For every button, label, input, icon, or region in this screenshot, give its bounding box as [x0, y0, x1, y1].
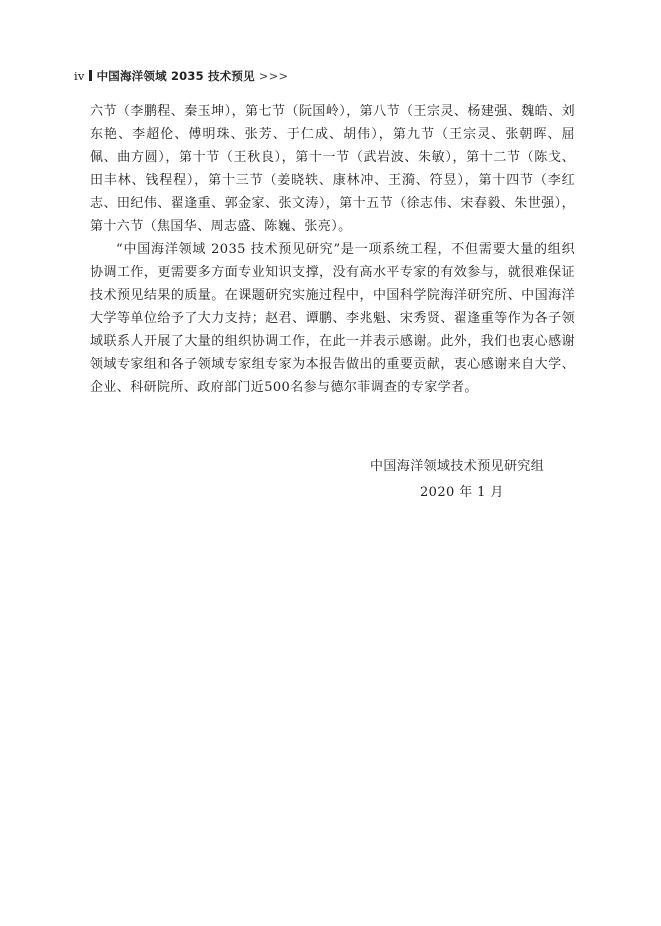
page-number: iv — [74, 69, 85, 83]
header-separator-bar — [89, 70, 92, 81]
book-title: 中国海洋领域 2035 技术预见 — [96, 69, 255, 83]
running-header — [74, 68, 288, 84]
signature-organization: 中国海洋领域技术预见研究组 — [370, 459, 545, 474]
body-text — [90, 100, 575, 399]
paragraph-contributors: 六节（李鹏程、秦玉坤），第七节（阮国岭），第八节（王宗灵、杨建强、魏皓、刘东艳、李超伦、傅明珠、张芳、于仁成、胡伟），第九节（王宗灵、张朝晖、屈佩、曲方圆），第十节（王秋良），第十一节（武岩波、朱敏），第十二节（陈戈、田丰林、钱程程），第十三节（姜晓轶、康林冲、王漪、符昱），第十四节（李红志、田纪伟、翟逢重、郭金家、张文涛），第十五节（徐志伟、宋春毅、朱世强），第十六节（焦国华、周志盛、陈巍、张亮）。 — [90, 104, 575, 234]
signature-date: 2020 年 1 月 — [420, 485, 504, 500]
header-arrows: >>> — [258, 69, 289, 83]
paragraph-acknowledgements: “中国海洋领域 2035 技术预见研究”是一项系统工程，不但需要大量的组织协调工作，更需要多方面专业知识支撑，没有高水平专家的有效参与，就很难保证技术预见结果的质量。在课题研究实施过程中，中国科学院海洋研究所、中国海洋大学等单位给予了大力支持；赵君、谭鹏、李兆魁、宋秀贤、翟逢重等作为各子领域联系人开展了大量的组织协调工作，在此一并表示感谢。此外，我们也衷心感谢领域专家组和各子领域专家组专家为本报告做出的重要贡献，衷心感谢来自大学、企业、科研院所、政府部门近500名参与德尔菲调查的专家学者。 — [90, 242, 575, 395]
